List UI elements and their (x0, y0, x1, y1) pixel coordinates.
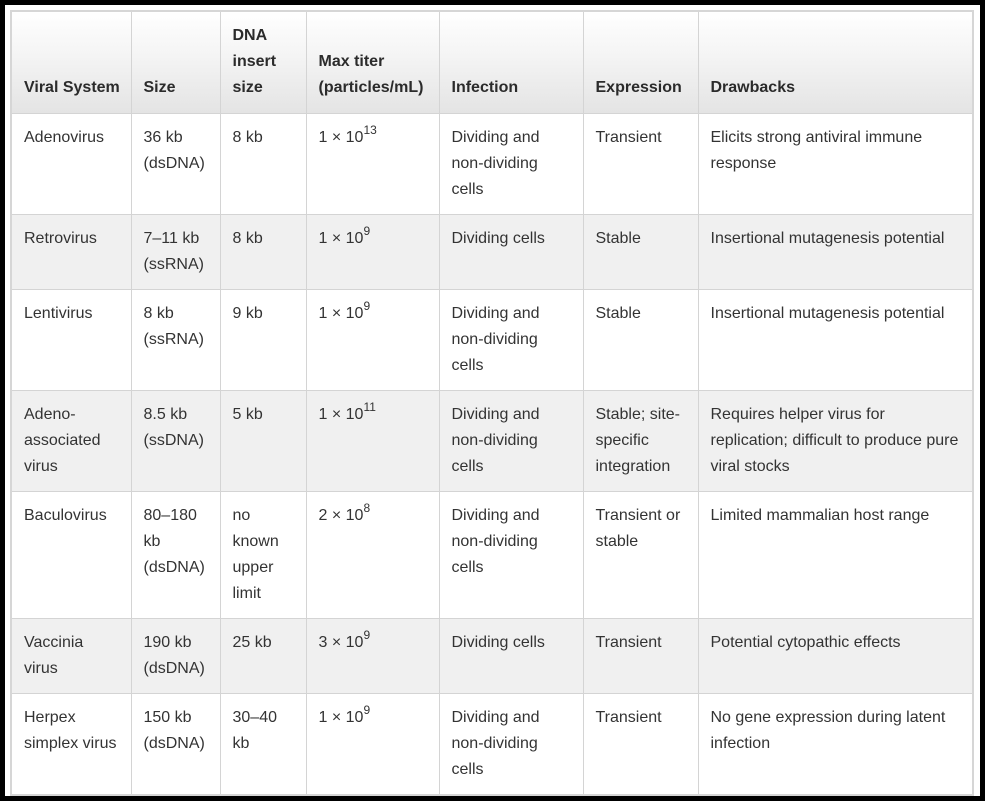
titer-base: 1 × 10 (318, 305, 364, 322)
cell-expression: Transient or stable (583, 492, 698, 619)
cell-expression: Transient (583, 619, 698, 694)
titer-exponent: 9 (363, 627, 371, 642)
cell-infection: Dividing and non-dividing cells (439, 694, 583, 796)
column-header-max-titer: Max titer (particles/mL) (306, 11, 439, 114)
table-row (11, 215, 973, 290)
titer-exponent: 13 (363, 122, 377, 137)
cell-infection: Dividing and non-dividing cells (439, 290, 583, 391)
cell-viral-system: Baculovirus (11, 492, 131, 619)
cell-expression: Transient (583, 694, 698, 796)
titer-base: 3 × 10 (318, 634, 364, 651)
table-row (11, 619, 973, 694)
cell-drawbacks: Elicits strong antiviral immune response (698, 114, 973, 215)
cell-expression: Stable (583, 215, 698, 290)
cell-drawbacks: Limited mammalian host range (698, 492, 973, 619)
cell-size: 150 kb (dsDNA) (131, 694, 220, 796)
cell-max-titer (306, 114, 439, 215)
cell-insert-size: 8 kb (220, 114, 306, 215)
table-row (11, 114, 973, 215)
cell-viral-system: Lentivirus (11, 290, 131, 391)
titer-base: 2 × 10 (318, 507, 364, 524)
cell-insert-size: 25 kb (220, 619, 306, 694)
column-header-viral-system: Viral System (11, 11, 131, 114)
cell-max-titer (306, 215, 439, 290)
cell-infection: Dividing and non-dividing cells (439, 114, 583, 215)
cell-max-titer (306, 619, 439, 694)
table-header-row (11, 11, 973, 114)
cell-drawbacks: Potential cytopathic effects (698, 619, 973, 694)
cell-drawbacks: Requires helper virus for replication; difficult to produce pure viral stocks (698, 391, 973, 492)
cell-insert-size: 9 kb (220, 290, 306, 391)
cell-insert-size: 5 kb (220, 391, 306, 492)
cell-infection: Dividing and non-dividing cells (439, 492, 583, 619)
titer-exponent: 9 (363, 298, 371, 313)
viral-vector-comparison-table (10, 10, 974, 796)
table-row (11, 694, 973, 796)
cell-size: 80–180 kb (dsDNA) (131, 492, 220, 619)
cell-max-titer (306, 694, 439, 796)
cell-insert-size: no known upper limit (220, 492, 306, 619)
cell-insert-size: 8 kb (220, 215, 306, 290)
cell-drawbacks: Insertional mutagenesis potential (698, 215, 973, 290)
cell-expression: Stable (583, 290, 698, 391)
cell-size: 8 kb (ssRNA) (131, 290, 220, 391)
cell-drawbacks: No gene expression during latent infection (698, 694, 973, 796)
table-row (11, 391, 973, 492)
titer-exponent: 9 (363, 223, 371, 238)
titer-exponent: 8 (363, 500, 371, 515)
column-header-infection: Infection (439, 11, 583, 114)
cell-max-titer (306, 290, 439, 391)
cell-infection: Dividing cells (439, 215, 583, 290)
cell-max-titer (306, 492, 439, 619)
column-header-expression: Expression (583, 11, 698, 114)
titer-base: 1 × 10 (318, 709, 364, 726)
titer-base: 1 × 10 (318, 230, 364, 247)
cell-max-titer (306, 391, 439, 492)
titer-exponent: 11 (363, 399, 376, 414)
cell-viral-system: Vaccinia virus (11, 619, 131, 694)
cell-viral-system: Retrovirus (11, 215, 131, 290)
cell-size: 8.5 kb (ssDNA) (131, 391, 220, 492)
cell-viral-system: Herpex simplex virus (11, 694, 131, 796)
titer-base: 1 × 10 (318, 406, 364, 423)
cell-size: 36 kb (dsDNA) (131, 114, 220, 215)
cell-expression: Stable; site-specific integration (583, 391, 698, 492)
cell-insert-size: 30–40 kb (220, 694, 306, 796)
cell-expression: Transient (583, 114, 698, 215)
cell-size: 7–11 kb (ssRNA) (131, 215, 220, 290)
table-row (11, 492, 973, 619)
cell-viral-system: Adeno-associated virus (11, 391, 131, 492)
column-header-drawbacks: Drawbacks (698, 11, 973, 114)
cell-size: 190 kb (dsDNA) (131, 619, 220, 694)
column-header-size: Size (131, 11, 220, 114)
cell-infection: Dividing and non-dividing cells (439, 391, 583, 492)
table-row (11, 290, 973, 391)
column-header-dna-insert-size: DNA insert size (220, 11, 306, 114)
cell-infection: Dividing cells (439, 619, 583, 694)
cell-viral-system: Adenovirus (11, 114, 131, 215)
titer-exponent: 9 (363, 702, 371, 717)
cell-drawbacks: Insertional mutagenesis potential (698, 290, 973, 391)
titer-base: 1 × 10 (318, 129, 364, 146)
